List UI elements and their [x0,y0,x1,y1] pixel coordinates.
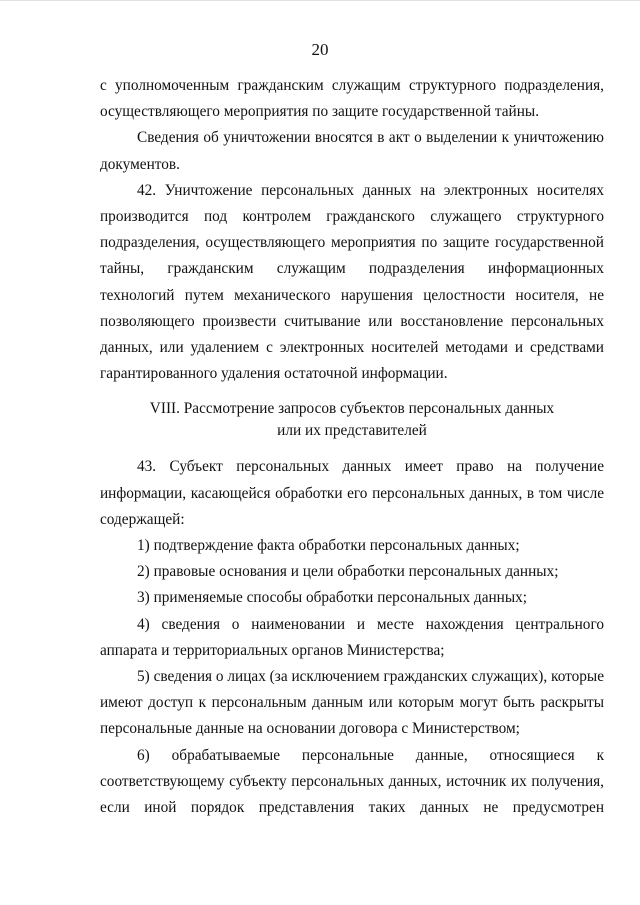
list-item-4: 4) сведения о наименовании и месте нахождения центрального аппарата и территориальных органов Министерства; [100,615,604,659]
list-item-3: 3) применяемые способы обработки персональных данных; [137,589,528,607]
paragraph-destruction-act: Сведения об уничтожении вносятся в акт о выделении к уничтожению документов. [100,129,604,173]
list-item-1: 1) подтверждение факта обработки персональных данных; [137,537,520,555]
section-heading [100,398,604,442]
document-body [100,73,604,821]
section-heading-line2: или их представителей [277,422,427,440]
list-item-6: 6) обрабатываемые персональные данные, относящиеся к соответствующему субъекту персональных данных, источник их получения, если иной порядок представления таких данных не предусмотрен [100,746,604,817]
page-number: 20 [311,40,329,59]
paragraph-43: 43. Субъект персональных данных имеет право на получение информации, касающейся обработки его персональных данных, в том числе содержащей: [100,458,604,528]
page-edge [0,0,640,1]
paragraph-continuation: с уполномоченным гражданским служащим структурного подразделения, осуществляющего мероприятия по защите государственной тайны. [100,77,604,121]
list-item-5: 5) сведения о лицах (за исключением гражданских служащих), которые имеют доступ к персональным данным или которым могут быть раскрыты персональные данные на основании договора с Министерством; [100,668,604,738]
paragraph-42: 42. Уничтожение персональных данных на электронных носителях производится под контролем гражданского служащего структурного подразделения, осуществляющего мероприятия по защите государственной тайны, гражданским служащим подразделения информационных технологий путем механического нарушения целостности носителя, не позволяющего произвести считывание или восстановление персональных данных, или удалением с электронных носителей методами и средствами гарантированного удаления остаточной информации. [100,181,604,383]
section-heading-line1: VIII. Рассмотрение запросов субъектов персональных данных [149,400,555,418]
list-item-2: 2) правовые основания и цели обработки персональных данных; [137,563,559,581]
